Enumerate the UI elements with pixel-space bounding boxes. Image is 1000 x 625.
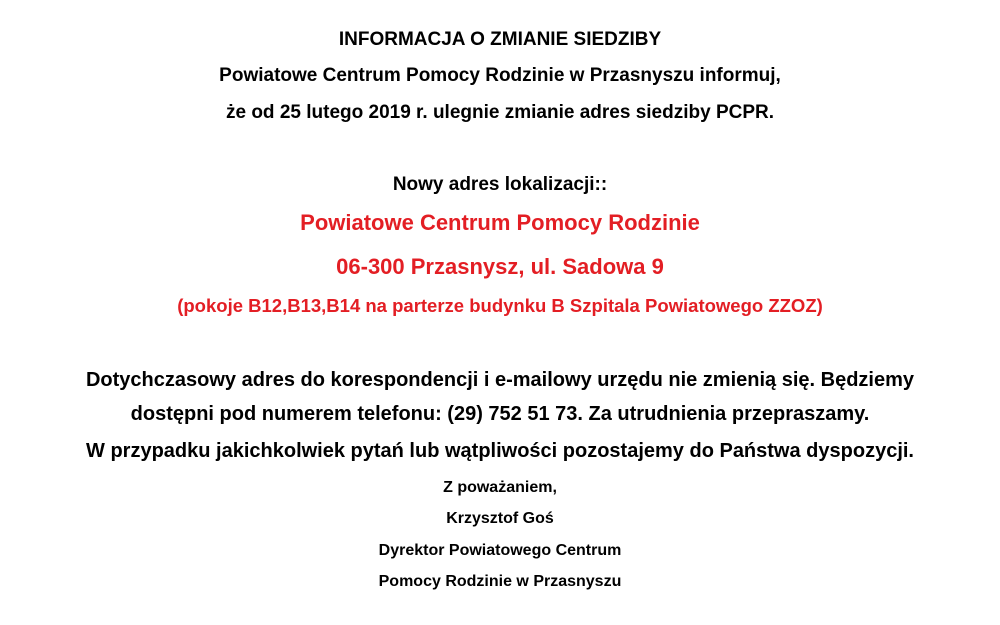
- info-line-2: dostępni pod numerem telefonu: (29) 752 51 73. Za utrudnienia przepraszamy.: [130, 403, 870, 425]
- new-address-heading: Nowy adres lokalizacji::: [392, 174, 608, 195]
- signature-name: Krzysztof Goś: [446, 510, 554, 527]
- info-line-3: W przypadku jakichkolwiek pytań lub wątpliwości pozostajemy do Państwa dyspozycji.: [86, 440, 914, 462]
- new-address-street: 06-300 Przasnysz, ul. Sadowa 9: [336, 254, 664, 279]
- info-line-1: Dotychczasowy adres do korespondencji i e-mailowy urzędu nie zmienią się. Będziemy: [85, 369, 915, 391]
- intro-line-2: że od 25 lutego 2019 r. ulegnie zmianie adres siedziby PCPR.: [225, 102, 775, 123]
- signature-position-2: Pomocy Rodzinie w Przasnyszu: [378, 573, 622, 590]
- intro-line-1: Powiatowe Centrum Pomocy Rodzinie w Przasnyszu informuj,: [219, 65, 781, 86]
- new-address-rooms: (pokoje B12,B13,B14 na parterze budynku B Szpitala Powiatowego ZZOZ): [177, 295, 823, 316]
- notice-title: INFORMACJA O ZMIANIE SIEDZIBY: [338, 29, 662, 50]
- signature-position-1: Dyrektor Powiatowego Centrum: [378, 542, 622, 559]
- signature-closing: Z poważaniem,: [443, 479, 557, 496]
- new-address-institution: Powiatowe Centrum Pomocy Rodzinie: [300, 210, 700, 235]
